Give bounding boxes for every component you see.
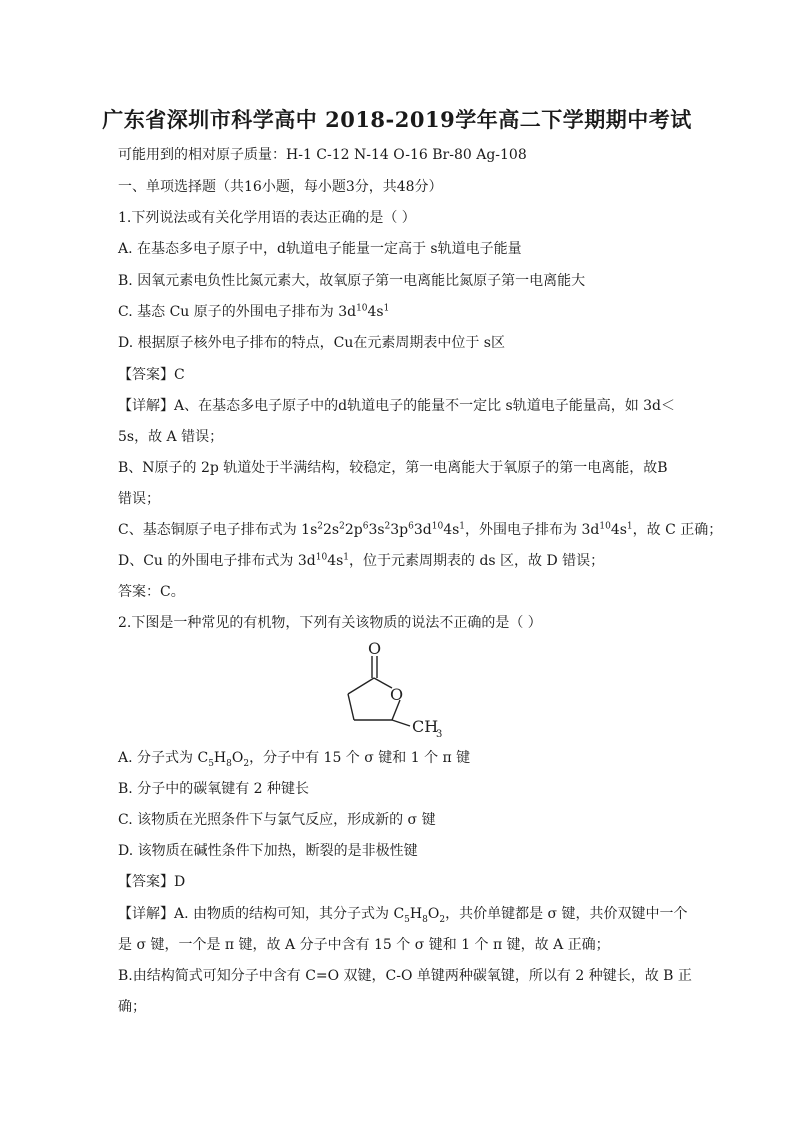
page-title: 广东省深圳市科学高中 2018-2019学年高二下学期期中考试	[102, 107, 692, 132]
q1-option-a: A. 在基态多电子原子中，d轨道电子能量一定高于 s轨道电子能量	[118, 241, 522, 257]
q1-explanation-b-line1: B、N原子的 2p 轨道处于半满结构，较稳定，第一电离能大于氧原子的第一电离能，故B	[118, 460, 668, 476]
q2-explanation-b-line2: 确；	[118, 999, 146, 1015]
q2-explanation-a-line1: 【详解】A. 由物质的结构可知，其分子式为 $C_5H_8O_2$，共价单键都是 σ 键，共价双键中一个	[118, 906, 688, 925]
ring-bond-c2-c3	[348, 694, 354, 720]
ring-bond-c1-c2	[348, 678, 374, 694]
atomic-masses: 可能用到的相对原子质量：H-1 C-12 N-14 O-16 Br-80 Ag-108	[118, 147, 527, 163]
q1-answer: 【答案】C	[118, 367, 185, 383]
q2-option-b: B. 分子中的碳氧键有 2 种键长	[118, 781, 309, 797]
q1-explanation-a-line1: 【详解】A、在基态多电子原子中的d轨道电子的能量不一定比 s轨道电子能量高，如 3d＜	[118, 398, 676, 414]
methyl-label: CH	[412, 717, 439, 736]
q1-final-answer: 答案：C。	[118, 584, 185, 600]
q2-option-a: A. 分子式为 $C_5H_8O_2$，分子中有 15 个 σ 键和 1 个 π 键	[118, 750, 471, 769]
q1-stem: 1.下列说法或有关化学用语的表达正确的是（ ）	[118, 210, 416, 226]
q2-stem: 2.下图是一种常见的有机物，下列有关该物质的说法不正确的是（ ）	[118, 615, 542, 631]
q2-option-d: D. 该物质在碱性条件下加热，断裂的是非极性键	[118, 843, 418, 859]
q1-option-c: C. 基态 Cu 原子的外围电子排布为 $3d^{10}4s^1$	[118, 303, 390, 320]
q2-answer: 【答案】D	[118, 874, 186, 890]
q2-option-c: C. 该物质在光照条件下与氯气反应，形成新的 σ 键	[118, 812, 436, 828]
q1-explanation-b-line2: 错误；	[118, 491, 160, 507]
q1-explanation-a-line2: 5s，故 A 错误；	[118, 429, 224, 445]
section-heading: 一、单项选择题（共16小题，每小题3分，共48分）	[118, 179, 443, 195]
q2-explanation-a-line2: 是 σ 键，一个是 π 键，故 A 分子中含有 15 个 σ 键和 1 个 π 键，故 A 正确；	[118, 937, 610, 953]
molecule-structure-diagram	[336, 638, 452, 742]
q2-explanation-b-line1: B.由结构简式可知分子中含有 C=O 双键，C-O 单键两种碳氧键，所以有 2 种键长，故 B 正	[118, 968, 692, 984]
q1-explanation-c: C、基态铜原子电子排布式为 $1s^22s^22p^63s^23p^63d^{10}4s^1$，外围电子排布为 $3d^{10}4s^1$，故 C 正确；	[118, 521, 723, 538]
carbonyl-oxygen-label: O	[368, 639, 382, 658]
methyl-bond	[392, 720, 410, 726]
methyl-subscript: 3	[436, 729, 443, 740]
q1-explanation-d: D、Cu 的外围电子排布式为 $3d^{10}4s^1$，位于元素周期表的 ds 区，故 D 错误；	[118, 552, 605, 569]
q1-option-b: B. 因氧元素电负性比氮元素大，故氧原子第一电离能比氮原子第一电离能大	[118, 273, 586, 289]
ring-oxygen-label: O	[390, 685, 404, 704]
q1-option-d: D. 根据原子核外电子排布的特点，Cu在元素周期表中位于 s区	[118, 335, 505, 351]
